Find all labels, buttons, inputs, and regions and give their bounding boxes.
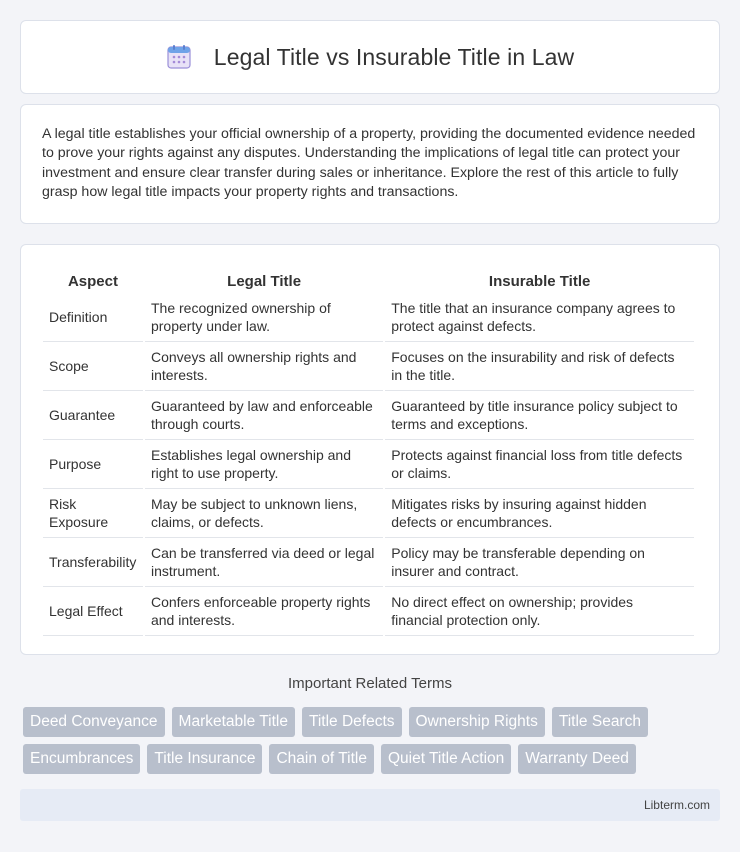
header-aspect: Aspect xyxy=(67,272,118,290)
related-terms xyxy=(23,707,723,781)
row-aspect: Purpose xyxy=(43,440,143,489)
header-insurable-title: Insurable Title xyxy=(488,272,591,290)
row-legal-title: Can be transferred via deed or legal instrument. xyxy=(145,538,383,587)
row-legal-title: Confers enforceable property rights and interests. xyxy=(145,587,383,636)
table-row xyxy=(43,391,694,440)
page-title: Legal Title vs Insurable Title in Law xyxy=(213,43,575,70)
row-aspect: Scope xyxy=(43,342,143,391)
footer xyxy=(20,789,720,821)
row-insurable-title: The title that an insurance company agrees to protect against defects. xyxy=(385,293,694,342)
intro-card xyxy=(20,104,720,224)
tag-row xyxy=(23,744,723,774)
table-row xyxy=(43,489,694,538)
row-legal-title: Establishes legal ownership and right to use property. xyxy=(145,440,383,489)
row-legal-title: Guaranteed by law and enforceable through courts. xyxy=(145,391,383,440)
row-aspect: Risk Exposure xyxy=(43,489,143,538)
comparison-table xyxy=(41,265,696,636)
footer-brand-link[interactable]: Libterm.com xyxy=(643,798,710,812)
tag-ownership-rights[interactable]: Ownership Rights xyxy=(409,707,545,737)
row-legal-title: The recognized ownership of property under law. xyxy=(145,293,383,342)
header-card xyxy=(20,20,720,94)
table-header-row xyxy=(43,265,694,293)
comparison-card xyxy=(20,244,720,655)
tag-warranty-deed[interactable]: Warranty Deed xyxy=(518,744,636,774)
table-row xyxy=(43,587,694,636)
row-aspect: Guarantee xyxy=(43,391,143,440)
row-legal-title: Conveys all ownership rights and interests. xyxy=(145,342,383,391)
row-insurable-title: Guaranteed by title insurance policy subject to terms and exceptions. xyxy=(385,391,694,440)
related-terms-title: Important Related Terms xyxy=(288,675,452,692)
table-row xyxy=(43,440,694,489)
row-aspect: Definition xyxy=(43,293,143,342)
calendar-icon xyxy=(166,44,192,70)
row-aspect: Transferability xyxy=(43,538,143,587)
row-insurable-title: Focuses on the insurability and risk of defects in the title. xyxy=(385,342,694,391)
tag-marketable-title[interactable]: Marketable Title xyxy=(172,707,295,737)
tag-quiet-title-action[interactable]: Quiet Title Action xyxy=(381,744,511,774)
tag-chain-of-title[interactable]: Chain of Title xyxy=(269,744,373,774)
intro-text: A legal title establishes your official ownership of a property, providing the documented evidence needed to prove your rights against any disputes. Understanding the implications of legal title can protect your investment and ensure clear transfer during sales or inheritance. Explore the rest of this article to fully grasp how legal title impacts your property rights and transactions. xyxy=(42,126,696,201)
row-aspect: Legal Effect xyxy=(43,587,143,636)
table-row xyxy=(43,293,694,342)
row-insurable-title: Protects against financial loss from title defects or claims. xyxy=(385,440,694,489)
row-insurable-title: No direct effect on ownership; provides financial protection only. xyxy=(385,587,694,636)
tag-encumbrances[interactable]: Encumbrances xyxy=(23,744,140,774)
tag-title-insurance[interactable]: Title Insurance xyxy=(147,744,262,774)
tag-title-defects[interactable]: Title Defects xyxy=(302,707,402,737)
row-insurable-title: Mitigates risks by insuring against hidden defects or encumbrances. xyxy=(385,489,694,538)
table-row xyxy=(43,538,694,587)
tag-deed-conveyance[interactable]: Deed Conveyance xyxy=(23,707,165,737)
tag-title-search[interactable]: Title Search xyxy=(552,707,648,737)
tag-row xyxy=(23,707,723,737)
row-legal-title: May be subject to unknown liens, claims, or defects. xyxy=(145,489,383,538)
row-insurable-title: Policy may be transferable depending on insurer and contract. xyxy=(385,538,694,587)
header-legal-title: Legal Title xyxy=(227,272,302,290)
table-row xyxy=(43,342,694,391)
